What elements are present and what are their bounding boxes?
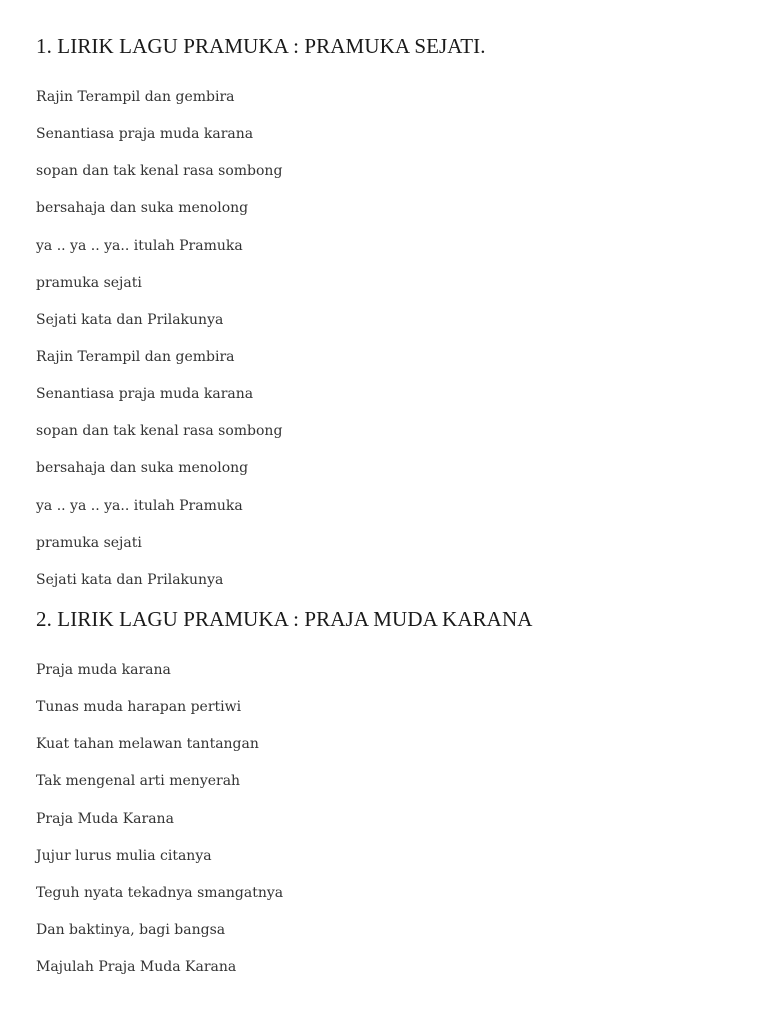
section-2-title: 2. LIRIK LAGU PRAMUKA : PRAJA MUDA KARANA: [36, 607, 533, 631]
lyric-line: sopan dan tak kenal rasa sombong: [36, 163, 283, 180]
lyric-line: ya .. ya .. ya.. itulah Pramuka: [36, 497, 243, 514]
lyric-line: Teguh nyata tekadnya smangatnya: [36, 884, 284, 901]
lyric-line: bersahaja dan suka menolong: [36, 460, 249, 477]
lyric-line: Kuat tahan melawan tantangan: [36, 736, 259, 753]
lyric-line: Tak mengenal arti menyerah: [36, 773, 241, 790]
lyric-line: pramuka sejati: [36, 534, 142, 551]
lyric-line: sopan dan tak kenal rasa sombong: [36, 423, 283, 440]
lyric-line: Praja muda karana: [36, 662, 171, 678]
lyric-line: Rajin Terampil dan gembira: [36, 348, 235, 365]
lyric-line: Praja Muda Karana: [36, 810, 174, 827]
section-1-lyrics: [36, 87, 282, 607]
lyric-line: Tunas muda harapan pertiwi: [36, 699, 242, 716]
lyric-line: Majulah Praja Muda Karana: [36, 959, 237, 976]
lyric-line: bersahaja dan suka menolong: [36, 200, 249, 217]
lyric-line: Sejati kata dan Prilakunya: [36, 311, 224, 328]
lyric-line: Sejati kata dan Prilakunya: [36, 571, 224, 588]
lyric-line: Senantiasa praja muda karana: [36, 386, 254, 403]
lyric-line: Senantiasa praja muda karana: [36, 126, 254, 143]
lyric-line: Dan baktinya, bagi bangsa: [36, 921, 226, 938]
lyric-line: ya .. ya .. ya.. itulah Pramuka: [36, 237, 243, 254]
lyric-line: Rajin Terampil dan gembira: [36, 89, 235, 105]
lyric-line: Jujur lurus mulia citanya: [36, 847, 212, 864]
section-2-lyrics: [36, 660, 283, 994]
section-1-title: 1. LIRIK LAGU PRAMUKA : PRAMUKA SEJATI.: [36, 34, 486, 58]
lyric-line: pramuka sejati: [36, 274, 142, 291]
